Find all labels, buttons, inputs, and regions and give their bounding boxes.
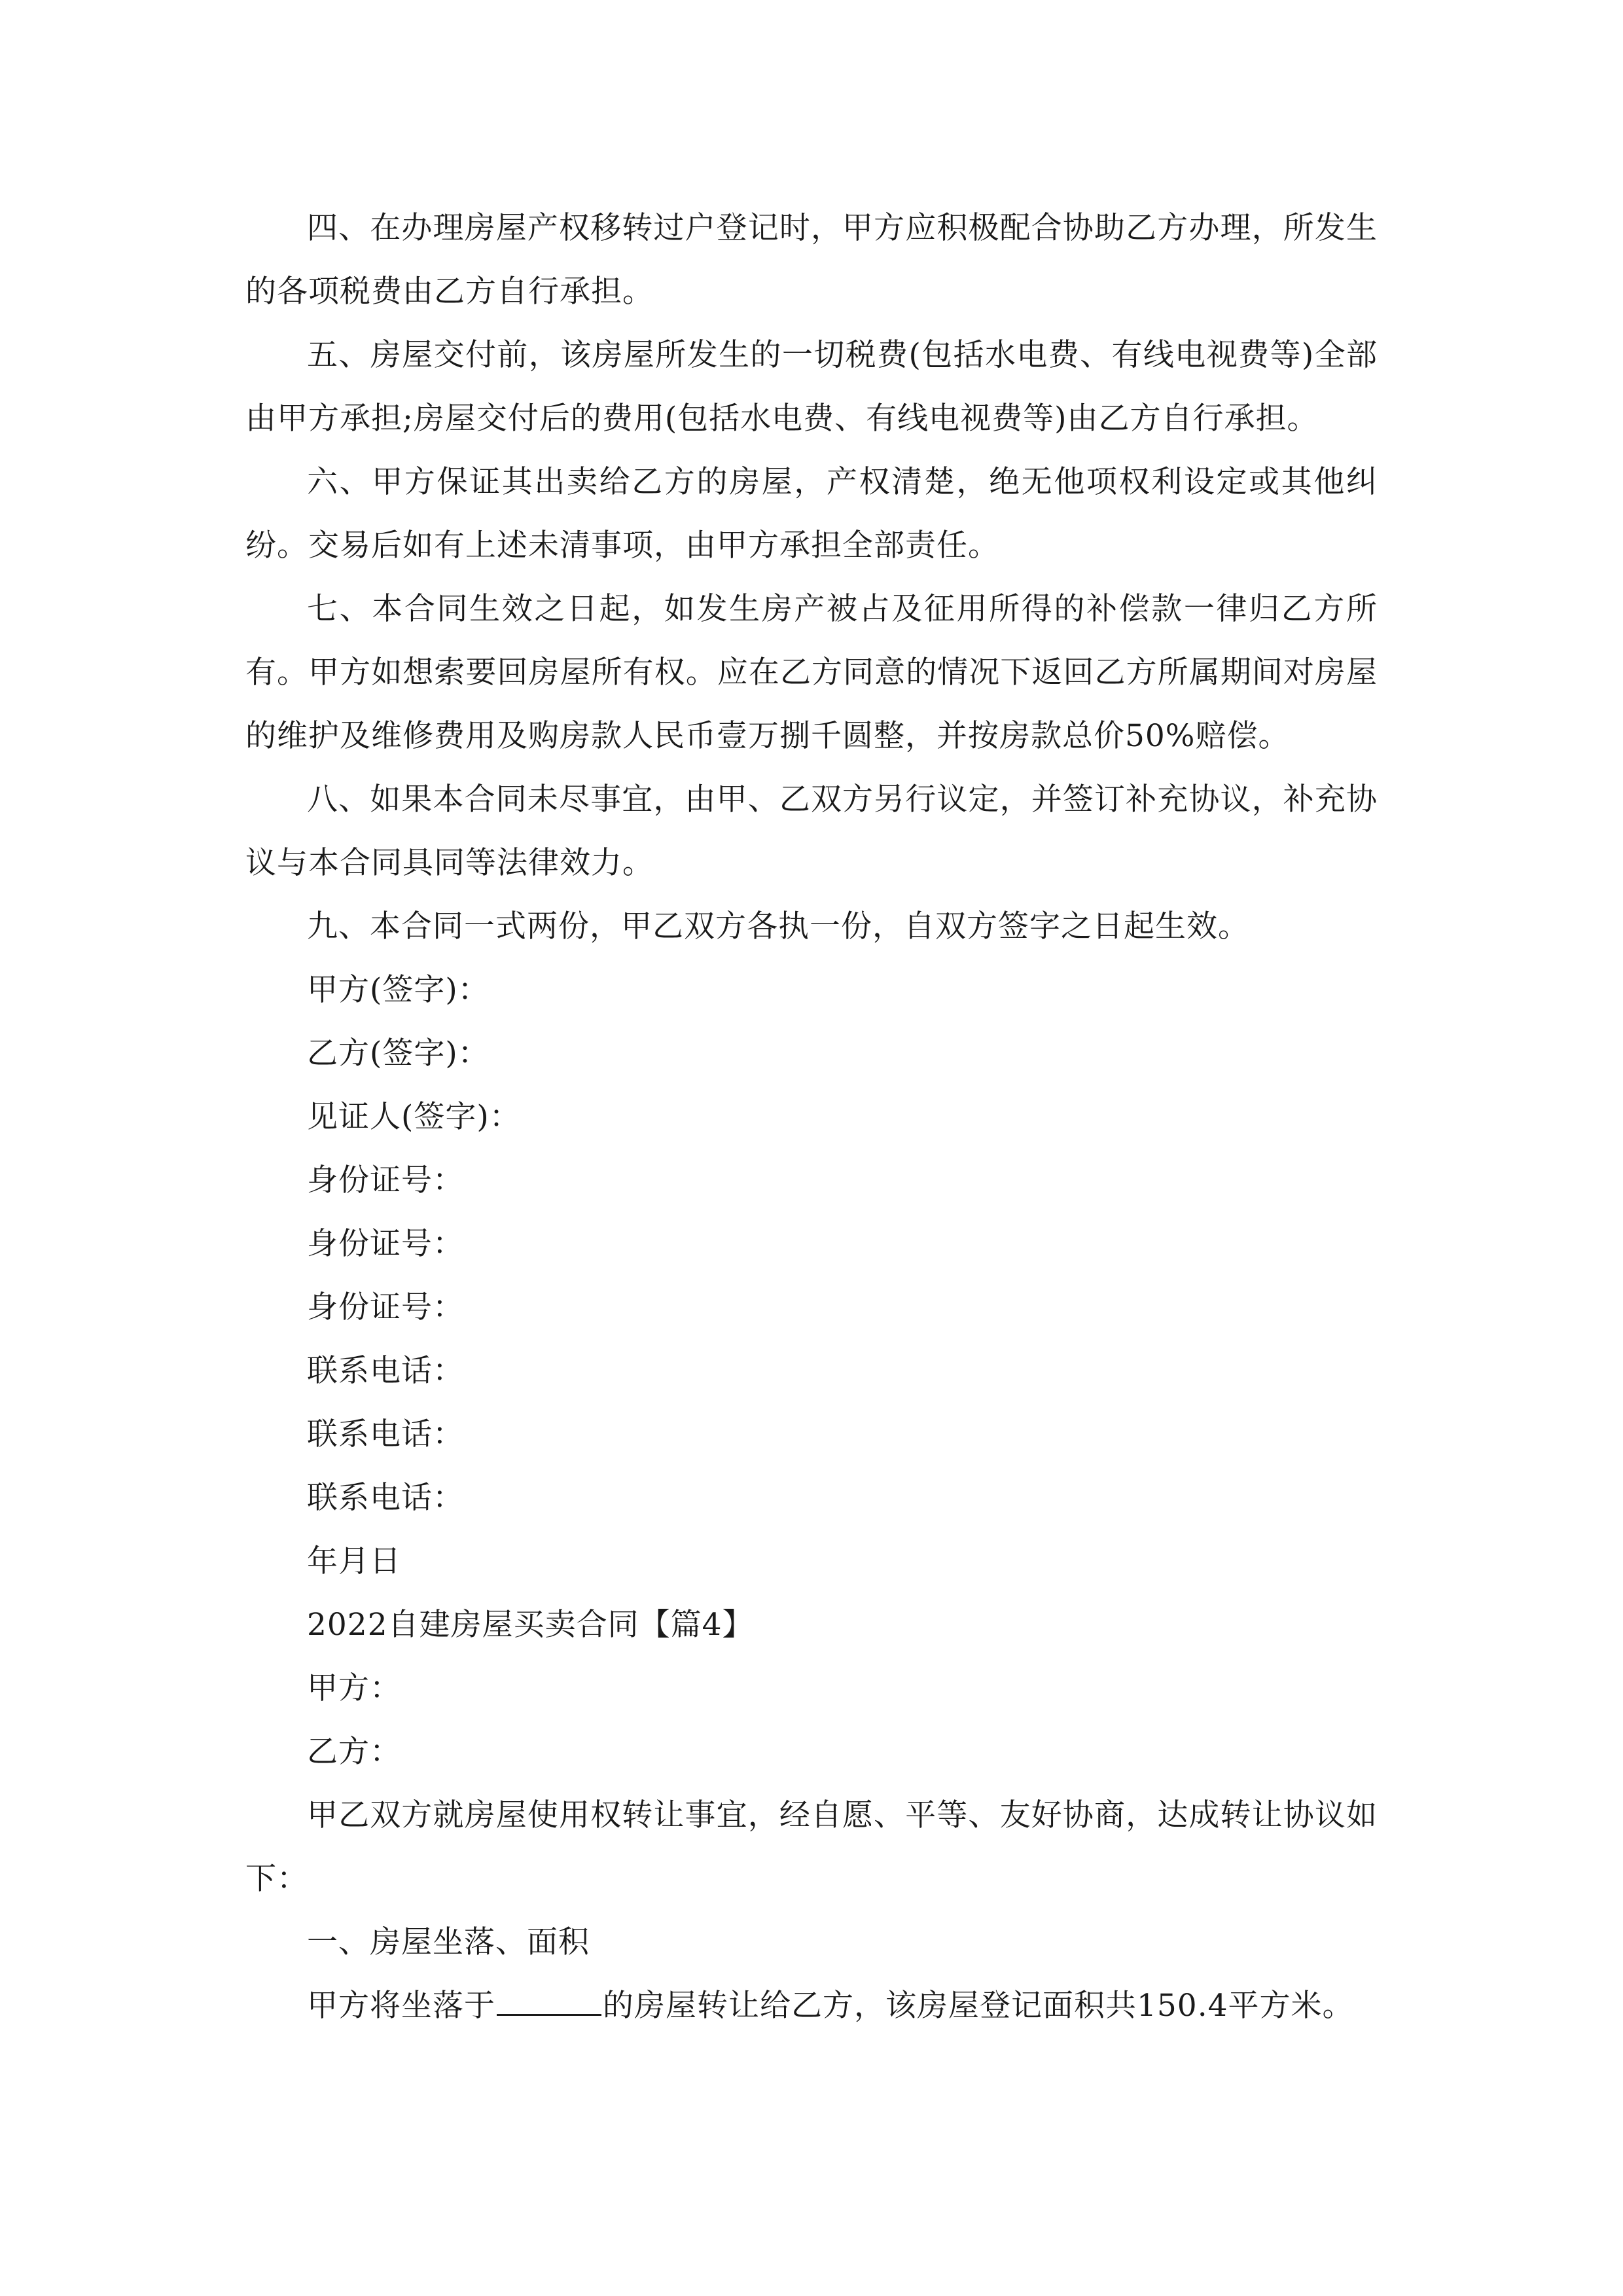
agreement-intro: 甲乙双方就房屋使用权转让事宜，经自愿、平等、友好协商，达成转让协议如下：: [245, 1797, 1378, 1897]
clause-1-text-after: 的房屋转让给乙方，该房屋登记面积共150.4平方米。: [603, 1988, 1354, 2024]
party-a-signature: 甲方(签字)：: [307, 972, 490, 1008]
phone-line: 联系电话：: [307, 1353, 464, 1389]
clause-1-title: 一、房屋坐落、面积: [307, 1924, 590, 1960]
party-b-signature: 乙方(签字)：: [307, 1035, 490, 1071]
address-blank: [497, 1988, 601, 2016]
witness-signature: 见证人(签字)：: [307, 1099, 521, 1135]
id-number-line: 身份证号：: [307, 1226, 464, 1262]
party-a-label: 甲方：: [307, 1670, 401, 1706]
party-b-label: 乙方：: [307, 1734, 401, 1770]
id-number-line: 身份证号：: [307, 1162, 464, 1198]
date-line: 年月日: [307, 1543, 401, 1579]
section-title: 2022自建房屋买卖合同【篇4】: [307, 1607, 754, 1643]
phone-line: 联系电话：: [307, 1480, 464, 1516]
clause-7: 七、本合同生效之日起，如发生房产被占及征用所得的补偿款一律归乙方所有。甲方如想索要回房屋所有权。应在乙方同意的情况下返回乙方所属期间对房屋的维护及维修费用及购房款人民币壹万捌千圆整，并按房款总价50%赔偿。: [245, 591, 1378, 754]
clause-1-text: [245, 1974, 1378, 2037]
phone-line: 联系电话：: [307, 1416, 464, 1452]
document-body: [245, 196, 1378, 2037]
clause-6: 六、甲方保证其出卖给乙方的房屋，产权清楚，绝无他项权利设定或其他纠纷。交易后如有上述未清事项，由甲方承担全部责任。: [245, 464, 1378, 564]
clause-9: 九、本合同一式两份，甲乙双方各执一份，自双方签字之日起生效。: [307, 908, 1249, 944]
clause-1-text-before: 甲方将坐落于: [307, 1988, 495, 2024]
clause-5: 五、房屋交付前，该房屋所发生的一切税费(包括水电费、有线电视费等)全部由甲方承担;房屋交付后的费用(包括水电费、有线电视费等)由乙方自行承担。: [245, 337, 1378, 437]
id-number-line: 身份证号：: [307, 1289, 464, 1325]
clause-8: 八、如果本合同未尽事宜，由甲、乙双方另行议定，并签订补充协议，补充协议与本合同具同等法律效力。: [245, 781, 1378, 881]
clause-4: 四、在办理房屋产权移转过户登记时，甲方应积极配合协助乙方办理，所发生的各项税费由乙方自行承担。: [245, 210, 1378, 310]
